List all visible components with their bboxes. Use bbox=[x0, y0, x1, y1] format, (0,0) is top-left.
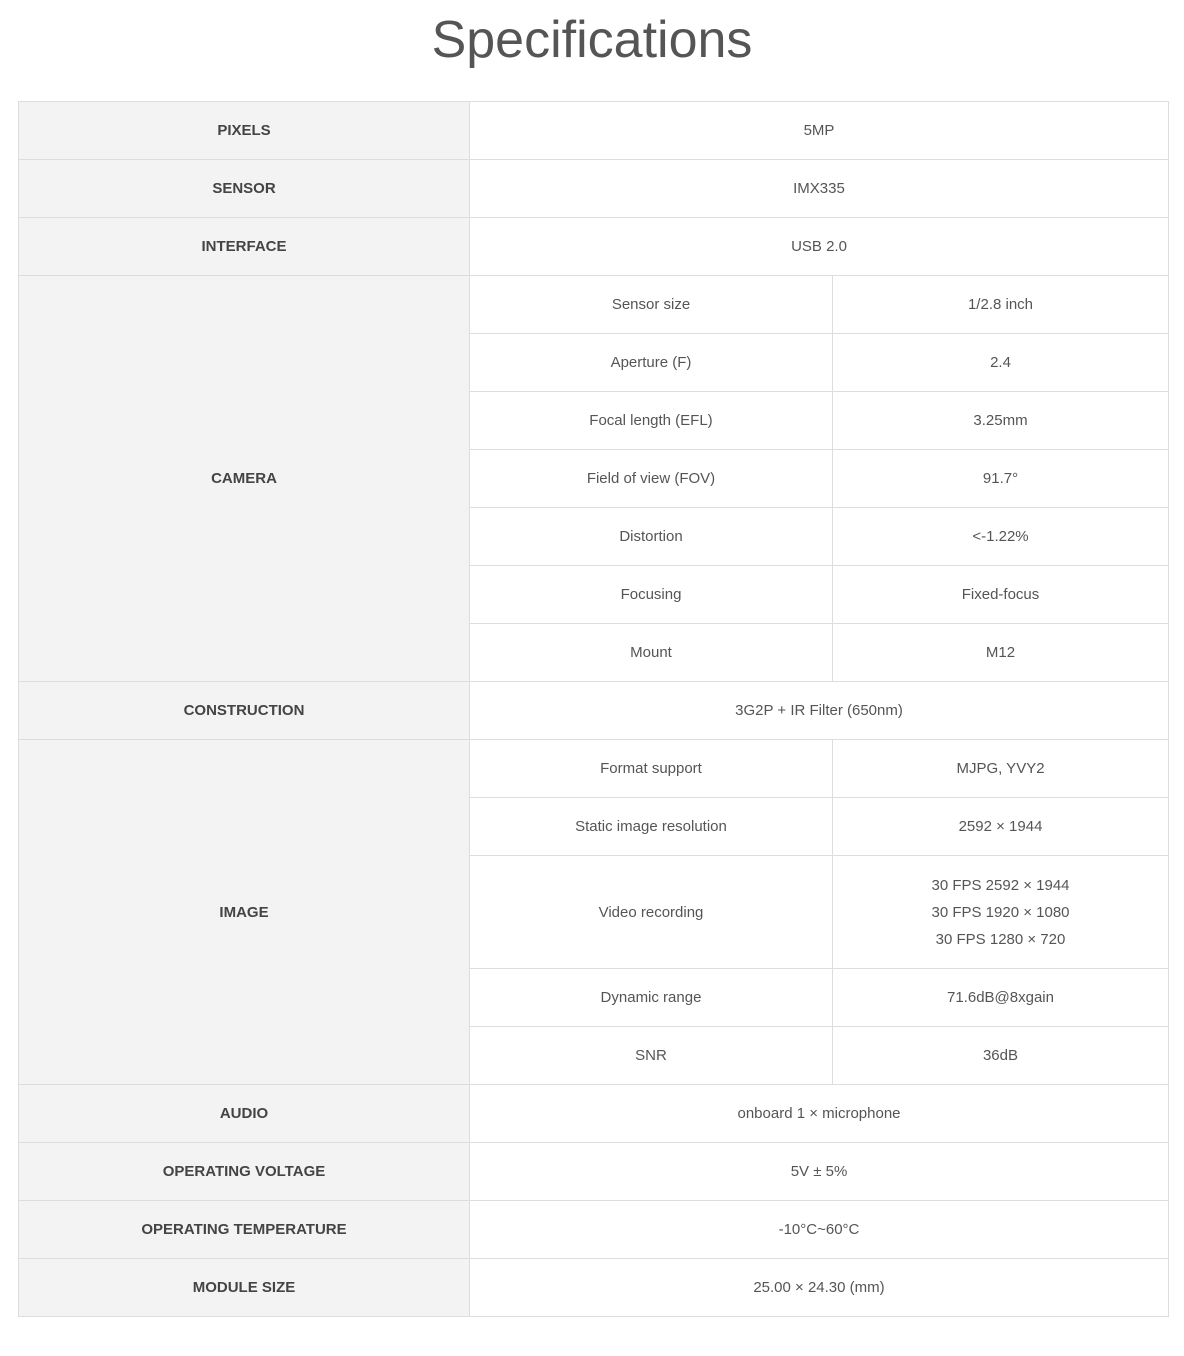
sub-spec-value: 2592 × 1944 bbox=[833, 798, 1169, 856]
sub-spec-name: SNR bbox=[470, 1027, 833, 1085]
spec-label: AUDIO bbox=[19, 1085, 470, 1143]
spec-row-operating-temperature bbox=[19, 1201, 1169, 1259]
sub-spec-value bbox=[833, 856, 1169, 969]
spec-row-module-size bbox=[19, 1259, 1169, 1317]
spec-label: CAMERA bbox=[19, 276, 470, 682]
sub-spec-value: Fixed-focus bbox=[833, 566, 1169, 624]
sub-spec-name: Dynamic range bbox=[470, 969, 833, 1027]
spec-value: 3G2P + IR Filter (650nm) bbox=[470, 682, 1169, 740]
sub-spec-name: Focal length (EFL) bbox=[470, 392, 833, 450]
spec-label: OPERATING VOLTAGE bbox=[19, 1143, 470, 1201]
sub-spec-value: 3.25mm bbox=[833, 392, 1169, 450]
spec-label: MODULE SIZE bbox=[19, 1259, 470, 1317]
sub-spec-value: <-1.22% bbox=[833, 508, 1169, 566]
video-mode: 30 FPS 2592 × 1944 bbox=[931, 876, 1070, 894]
sub-spec-value: 1/2.8 inch bbox=[833, 276, 1169, 334]
spec-value: USB 2.0 bbox=[470, 218, 1169, 276]
sub-spec-name: Distortion bbox=[470, 508, 833, 566]
sub-spec-value: 36dB bbox=[833, 1027, 1169, 1085]
sub-spec-name: Field of view (FOV) bbox=[470, 450, 833, 508]
spec-value: 5MP bbox=[470, 102, 1169, 160]
spec-row-operating-voltage bbox=[19, 1143, 1169, 1201]
spec-label: INTERFACE bbox=[19, 218, 470, 276]
sub-spec-name: Aperture (F) bbox=[470, 334, 833, 392]
sub-spec-name: Static image resolution bbox=[470, 798, 833, 856]
sub-spec-value: 2.4 bbox=[833, 334, 1169, 392]
spec-label: OPERATING TEMPERATURE bbox=[19, 1201, 470, 1259]
sub-spec-name: Video recording bbox=[470, 856, 833, 969]
spec-row-sensor bbox=[19, 160, 1169, 218]
spec-row-pixels bbox=[19, 102, 1169, 160]
spec-value: -10°C~60°C bbox=[470, 1201, 1169, 1259]
spec-row-image-format bbox=[19, 740, 1169, 798]
spec-row-interface bbox=[19, 218, 1169, 276]
sub-spec-name: Format support bbox=[470, 740, 833, 798]
sub-spec-value: M12 bbox=[833, 624, 1169, 682]
spec-value: IMX335 bbox=[470, 160, 1169, 218]
sub-spec-name: Mount bbox=[470, 624, 833, 682]
video-mode: 30 FPS 1280 × 720 bbox=[935, 930, 1066, 948]
spec-label: PIXELS bbox=[19, 102, 470, 160]
sub-spec-value: 71.6dB@8xgain bbox=[833, 969, 1169, 1027]
spec-label: SENSOR bbox=[19, 160, 470, 218]
spec-label: CONSTRUCTION bbox=[19, 682, 470, 740]
spec-row-camera-sensor-size bbox=[19, 276, 1169, 334]
specifications-table bbox=[18, 101, 1169, 1317]
spec-value: 25.00 × 24.30 (mm) bbox=[470, 1259, 1169, 1317]
spec-value: 5V ± 5% bbox=[470, 1143, 1169, 1201]
sub-spec-name: Sensor size bbox=[470, 276, 833, 334]
spec-value: onboard 1 × microphone bbox=[470, 1085, 1169, 1143]
spec-row-construction bbox=[19, 682, 1169, 740]
page-title: Specifications bbox=[431, 11, 753, 69]
sub-spec-value: MJPG, YVY2 bbox=[833, 740, 1169, 798]
spec-row-audio bbox=[19, 1085, 1169, 1143]
video-mode: 30 FPS 1920 × 1080 bbox=[931, 903, 1070, 921]
sub-spec-value: 91.7° bbox=[833, 450, 1169, 508]
sub-spec-name: Focusing bbox=[470, 566, 833, 624]
spec-label: IMAGE bbox=[19, 740, 470, 1085]
